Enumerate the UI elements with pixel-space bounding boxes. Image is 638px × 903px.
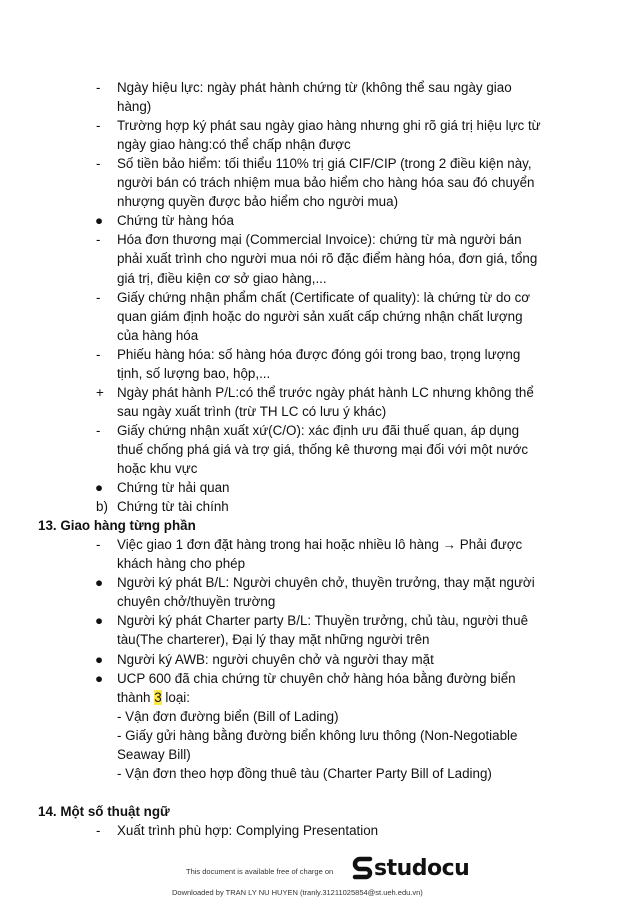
list-item-line: Người ký phát Charter party B/L: Thuyền trưởng, chủ tàu, người thuê [117, 613, 529, 629]
list-marker: - [96, 80, 101, 95]
list-item-line: chuyên chở/thuyền trường [117, 594, 276, 610]
studocu-s-icon [352, 855, 374, 881]
list-item-line: Giấy chứng nhận phẩm chất (Certificate of quality): là chứng từ do cơ [117, 289, 531, 305]
footer-available-text: This document is available free of charge on [186, 867, 334, 876]
list-item-line: người bán có trách nhiệm mua bảo hiểm cho hàng hóa sau đó chuyển [117, 175, 535, 191]
list-item-line: thuế chống phá giá và trợ giá, thống kê thương mại đối với một nước [117, 441, 529, 457]
list-marker: - [96, 156, 101, 172]
bullet-marker: ● [95, 651, 104, 667]
list-item-line: Phiếu hàng hóa: số hàng hóa được đóng gói trong bao, trọng lượng [117, 346, 521, 362]
list-item-line: Chứng từ tài chính [117, 499, 229, 515]
bullet-marker: ● [95, 670, 104, 686]
list-item-line: Trường hợp ký phát sau ngày giao hàng nhưng ghi rõ giá trị hiệu lực từ [117, 118, 541, 134]
list-item-line: tịnh, số lượng bao, hộp,... [117, 365, 271, 381]
list-item-line: nhượng quyền được bảo hiểm cho người mua) [117, 194, 399, 210]
bullet-marker: ● [95, 575, 104, 591]
bill-type-line: Seaway Bill) [117, 746, 191, 762]
list-item-line: quan giám định hoặc do người sản xuất cấp chứng nhận chất lượng [117, 308, 523, 324]
studocu-logo[interactable] [352, 855, 469, 881]
bullet-marker: ● [95, 213, 104, 229]
list-marker: + [96, 384, 104, 400]
list-item-line: Người ký phát B/L: Người chuyên chở, thuyền trưởng, thay mặt người [117, 575, 535, 591]
ucp-count-post: loại: [161, 689, 190, 705]
list-item-line: của hàng hóa [117, 327, 199, 343]
studocu-logo-text: studocu [374, 855, 470, 881]
list-item-line: Số tiền bảo hiểm: tối thiểu 110% trị giá CIF/CIP (trong 2 điều kiện này, [117, 156, 532, 172]
bill-type-line: - Vận đơn đường biển (Bill of Lading) [117, 708, 339, 724]
list-item-line: Người ký AWB: người chuyên chở và người thay mặt [117, 651, 434, 667]
bullet-marker: ● [95, 480, 104, 496]
ucp-count-pre: thành [117, 689, 155, 705]
list-marker: - [96, 118, 101, 134]
list-item-line: hàng) [117, 99, 152, 115]
list-item-line: giá trị, điều kiện cơ sở giao hàng,... [117, 270, 327, 286]
list-marker: - [96, 232, 101, 248]
list-item-line: Xuất trình phù hợp: Complying Presentation [117, 822, 379, 838]
list-marker: - [96, 822, 101, 838]
list-item-line: Việc giao 1 đơn đặt hàng trong hai hoặc nhiều lô hàng → Phải được [117, 537, 523, 553]
list-item-line: ngày giao hàng:có thể chấp nhận được [117, 137, 351, 153]
list-item-line: Ngày hiệu lực: ngày phát hành chứng từ (không thể sau ngày giao [117, 80, 512, 95]
bill-type-line: - Giấy gửi hàng bằng đường biển không lưu thông (Non-Negotiable [117, 727, 518, 743]
list-item-line: Ngày phát hành P/L:có thể trước ngày phát hành LC nhưng không thể [117, 384, 534, 400]
list-item-line: tàu(The charterer), Đại lý thay mặt những người trên [117, 632, 430, 648]
bullet-marker: ● [95, 613, 104, 629]
list-marker: b) [96, 499, 108, 515]
list-marker: - [96, 289, 101, 305]
bill-type-line: - Vận đơn theo hợp đồng thuê tàu (Charter Party Bill of Lading) [117, 765, 492, 781]
list-marker: - [96, 537, 101, 553]
list-item-line: Hóa đơn thương mại (Commercial Invoice): chứng từ mà người bán [117, 232, 522, 248]
footer-download-text: Downloaded by TRAN LY NU HUYEN (tranly.31211025854@st.ueh.edu.vn) [172, 888, 423, 897]
list-item-line: khách hàng cho phép [117, 556, 246, 572]
highlighted-number: 3 [154, 689, 162, 705]
list-marker: - [96, 346, 101, 362]
list-item-line: phải xuất trình cho người mua nói rõ đặc điểm hàng hóa, đơn giá, tổng [117, 251, 538, 267]
list-item-line: sau ngày xuất trình (trừ TH LC có lưu ý khác) [117, 403, 387, 419]
list-item-line: Giấy chứng nhận xuất xứ(C/O): xác định ưu đãi thuế quan, áp dụng [117, 422, 520, 438]
section-heading-14: 14. Một số thuật ngữ [38, 803, 170, 819]
ucp-count-line [117, 688, 190, 707]
list-marker: - [96, 422, 101, 438]
section-heading-13: 13. Giao hàng từng phần [38, 518, 196, 534]
list-item-line: Chứng từ hải quan [117, 480, 230, 496]
list-item-line: Chứng từ hàng hóa [117, 213, 234, 229]
list-item-line: hoặc khu vực [117, 461, 198, 476]
list-item-line: UCP 600 đã chia chứng từ chuyên chở hàng hóa bằng đường biển [117, 670, 516, 686]
